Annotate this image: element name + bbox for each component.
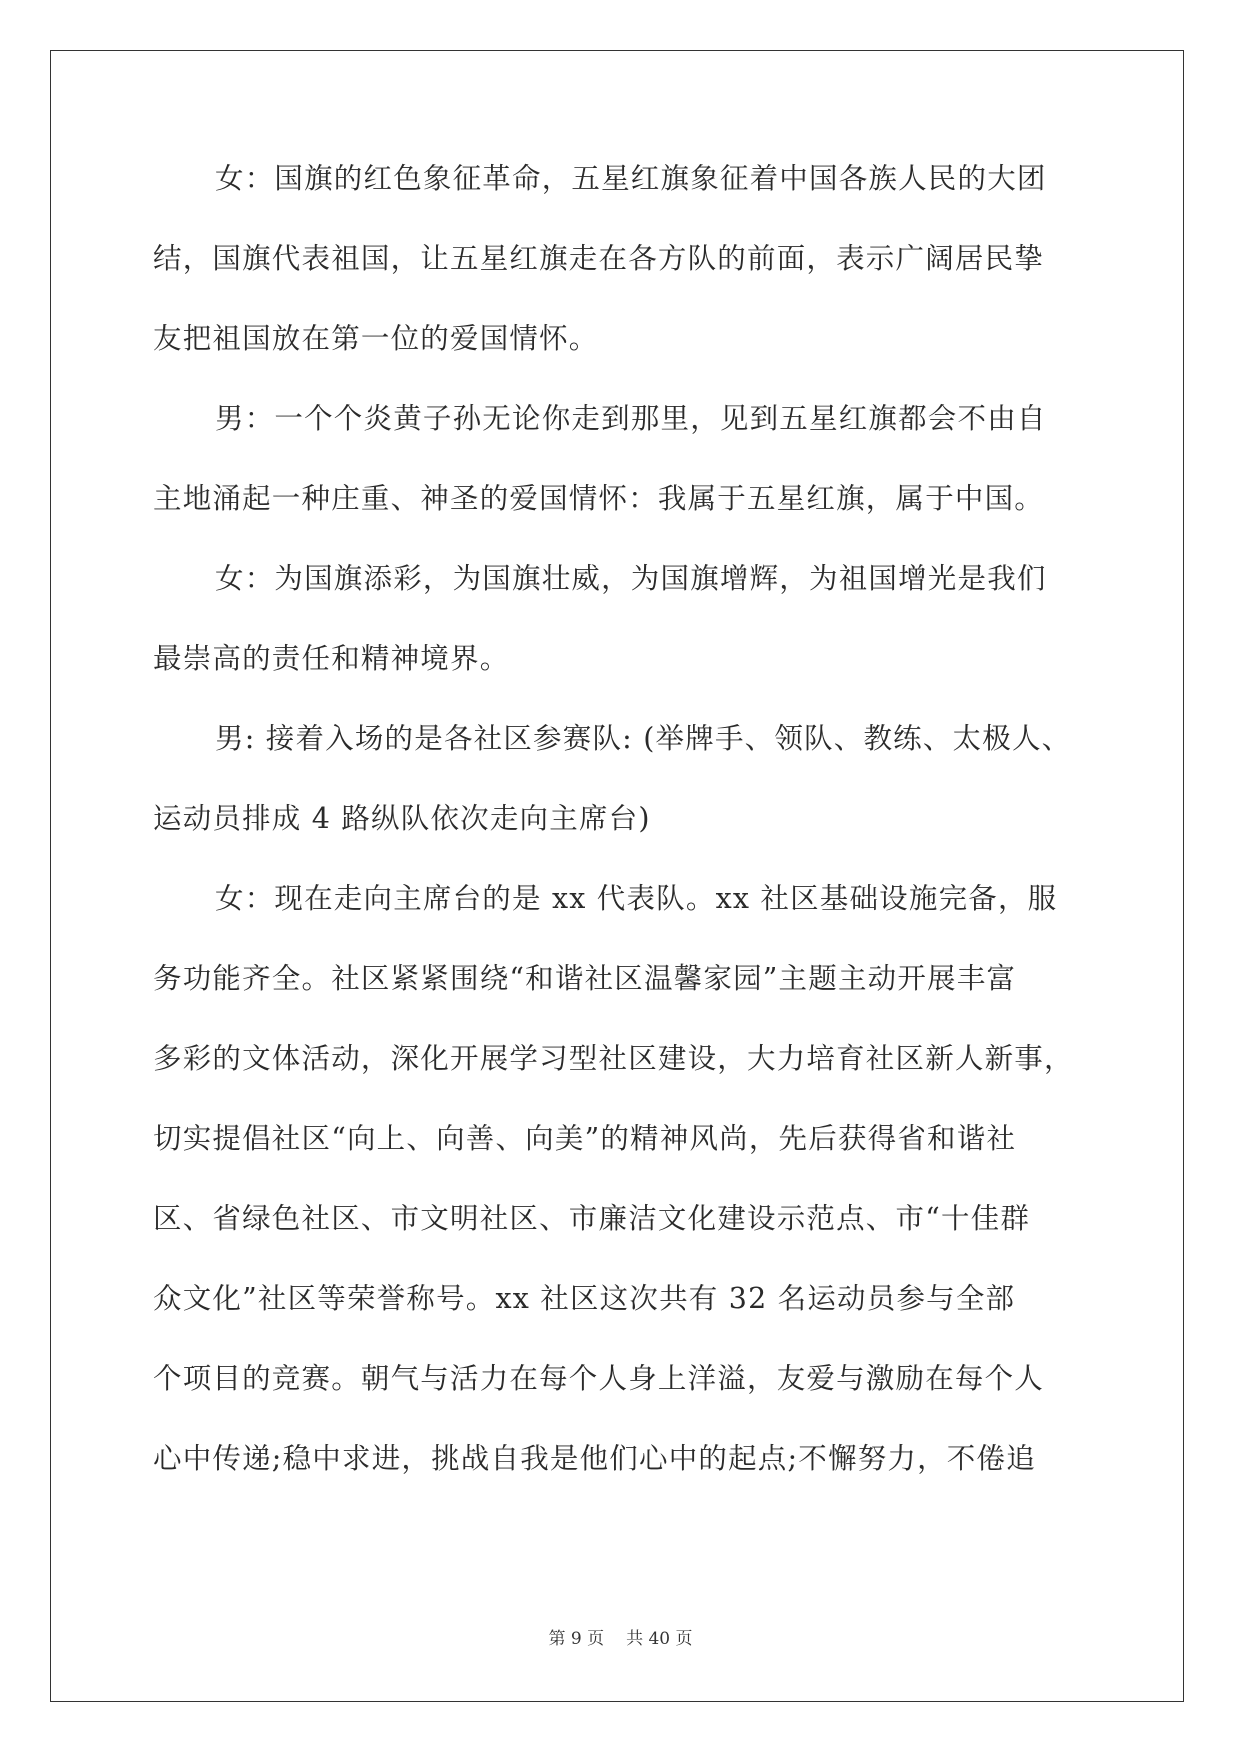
paragraph-line: 众文化”社区等荣誉称号。xx 社区这次共有 32 名运动员参与全部	[153, 1282, 1016, 1315]
paragraph-line: 最崇高的责任和精神境界。	[153, 642, 510, 675]
paragraph-line: 男: 接着入场的是各社区参赛队: (举牌手、领队、教练、太极人、	[215, 722, 1072, 755]
paragraph-line: 主地涌起一种庄重、神圣的爱国情怀：我属于五星红旗，属于中国。	[153, 482, 1045, 515]
paragraph-line: 切实提倡社区“向上、向善、向美”的精神风尚，先后获得省和谐社	[153, 1122, 1017, 1155]
page-footer	[0, 1624, 1241, 1649]
paragraph-line: 运动员排成 4 路纵队依次走向主席台)	[153, 802, 651, 835]
paragraph-line: 区、省绿色社区、市文明社区、市廉洁文化建设示范点、市“十佳群	[153, 1202, 1031, 1235]
page-total: 共 40 页	[626, 1629, 693, 1649]
paragraph-line: 务功能齐全。社区紧紧围绕“和谐社区温馨家园”主题主动开展丰富	[153, 962, 1017, 995]
paragraph-line: 女：为国旗添彩，为国旗壮威，为国旗增辉，为祖国增光是我们	[215, 562, 1047, 595]
paragraph-line: 结，国旗代表祖国，让五星红旗走在各方队的前面，表示广阔居民挚	[153, 242, 1045, 275]
paragraph-line: 友把祖国放在第一位的爱国情怀。	[153, 322, 599, 355]
paragraph-line: 心中传递;稳中求进，挑战自我是他们心中的起点;不懈努力，不倦追	[153, 1442, 1036, 1475]
paragraph-line: 女：现在走向主席台的是 xx 代表队。xx 社区基础设施完备，服	[215, 882, 1058, 915]
document-body	[153, 160, 1088, 1520]
paragraph-line: 多彩的文体活动，深化开展学习型社区建设，大力培育社区新人新事，	[153, 1042, 1074, 1075]
paragraph-line: 女：国旗的红色象征革命，五星红旗象征着中国各族人民的大团	[215, 162, 1047, 195]
page-number: 第 9 页	[548, 1629, 605, 1649]
paragraph-line: 男：一个个炎黄子孙无论你走到那里，见到五星红旗都会不由自	[215, 402, 1047, 435]
paragraph-line: 个项目的竞赛。朝气与活力在每个人身上洋溢，友爱与激励在每个人	[153, 1362, 1045, 1395]
